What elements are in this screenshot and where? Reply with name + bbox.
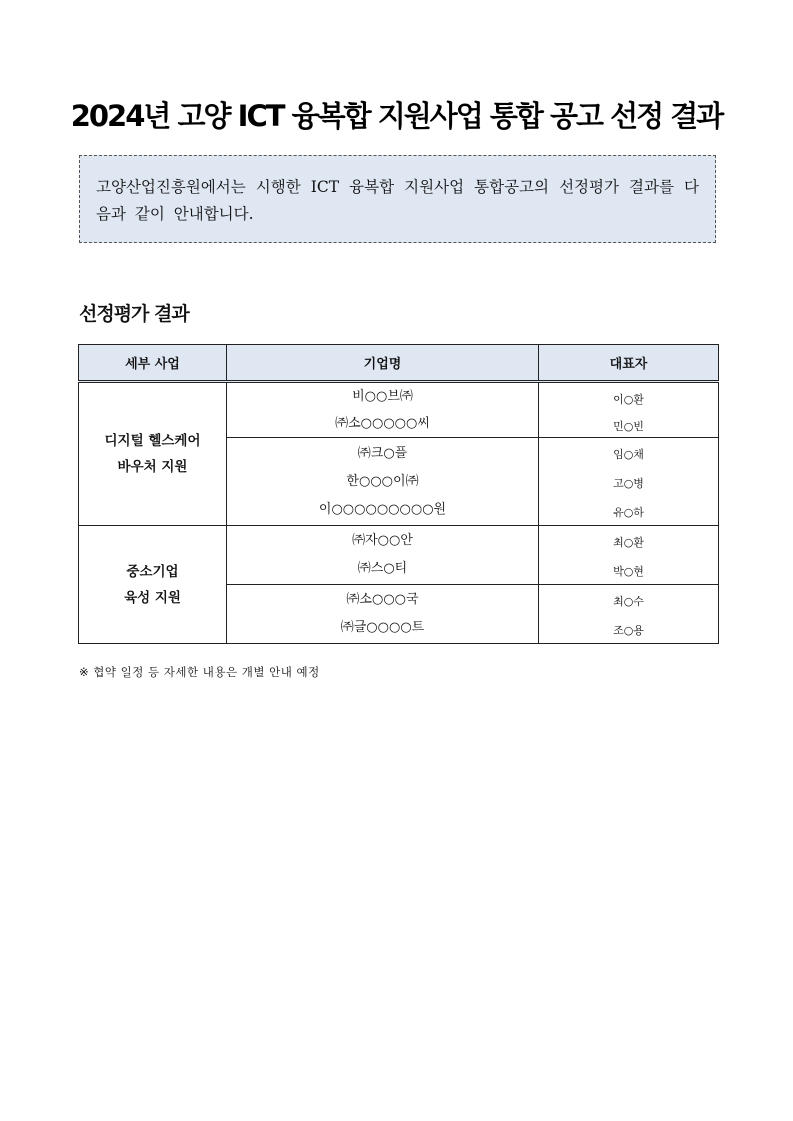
representative-name: 민○빈 xyxy=(613,420,644,433)
representative-name: 고○병 xyxy=(613,477,644,490)
category-name-line2: 바우처 지원 xyxy=(117,459,188,475)
company-name: 한○○○이㈜ xyxy=(346,473,419,489)
company-name: 비○○브㈜ xyxy=(352,389,413,404)
company-name: ㈜스○티 xyxy=(357,561,408,576)
table-row xyxy=(79,382,719,438)
company-cell xyxy=(227,526,539,585)
representative-cell xyxy=(539,585,719,644)
representative-name: 박○현 xyxy=(613,565,644,578)
company-name: 이○○○○○○○○○원 xyxy=(318,501,447,517)
notice-box: 고양산업진흥원에서는 시행한 ICT 융복합 지원사업 통합공고의 선정평가 결과를 다음과 같이 안내합니다. xyxy=(79,155,716,243)
representative-cell xyxy=(539,438,719,526)
category-cell xyxy=(79,382,227,526)
header-company: 기업명 xyxy=(227,345,539,382)
category-name-line1: 디지털 헬스케어 xyxy=(104,433,201,449)
table-header-row xyxy=(79,345,719,382)
footnote: ※ 협약 일정 등 자세한 내용은 개별 안내 예정 xyxy=(79,665,320,679)
results-table xyxy=(78,344,719,644)
company-name: ㈜자○○안 xyxy=(352,533,413,548)
section-title: 선정평가 결과 xyxy=(79,303,189,325)
representative-name: 유○하 xyxy=(613,506,644,519)
company-name: ㈜크○플 xyxy=(357,445,408,461)
table-row xyxy=(79,526,719,585)
representative-cell xyxy=(539,526,719,585)
company-name: ㈜글○○○○트 xyxy=(340,620,425,635)
company-name: ㈜소○○○국 xyxy=(346,592,419,607)
company-cell xyxy=(227,438,539,526)
representative-cell xyxy=(539,382,719,438)
category-cell xyxy=(79,526,227,644)
representative-name: 이○환 xyxy=(613,393,644,406)
category-name-line1: 중소기업 xyxy=(126,563,179,580)
representative-name: 임○채 xyxy=(613,448,644,461)
company-cell xyxy=(227,382,539,438)
company-cell xyxy=(227,585,539,644)
header-representative: 대표자 xyxy=(539,345,719,382)
header-category: 세부 사업 xyxy=(79,345,227,382)
representative-name: 조○용 xyxy=(613,624,644,637)
company-name: ㈜소○○○○○씨 xyxy=(335,416,430,431)
representative-name: 최○수 xyxy=(613,595,644,608)
representative-name: 최○환 xyxy=(613,536,644,549)
category-name-line2: 육성 지원 xyxy=(124,589,181,606)
page-title: 2024년 고양 ICT 융복합 지원사업 통합 공고 선정 결과 xyxy=(70,99,723,133)
